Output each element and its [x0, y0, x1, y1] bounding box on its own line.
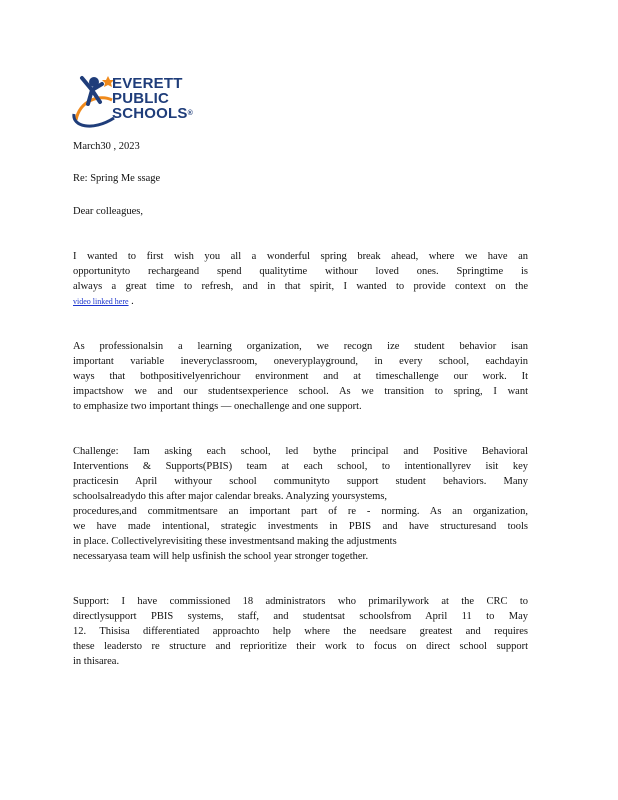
- paragraph-line: ways that bothpositivelyenrichour environment and at timeschallenge our work. It: [73, 371, 528, 382]
- paragraph-line: procedures,and commitmentsare an important part of re - norming. As an organization,: [73, 506, 528, 517]
- paragraph-line: schoolsalreadydo this after major calendar breaks. Analyzing yoursystems,: [73, 491, 388, 502]
- paragraph-line: these leadersto re structure and reprioritize their work to focus on direct school support: [73, 641, 528, 652]
- paragraph-line: always a great time to refresh, and in that spirit, I wanted to provide context on the: [73, 281, 528, 292]
- paragraph-line: [73, 294, 528, 309]
- paragraph-line: to emphasize two important things — onechallenge and one support.: [73, 401, 362, 412]
- paragraph-line: necessaryasa team will help usfinish the school year stronger together.: [73, 551, 369, 562]
- paragraph-line: impactshow we and our studentsexperience school. As we transition to spring, I want: [73, 386, 528, 397]
- logo-line-1: EVERETT: [112, 75, 183, 92]
- logo-line-2: PUBLIC: [112, 90, 170, 107]
- period-text: .: [128, 296, 134, 307]
- paragraph-line: we have made intentional, strategic investments in PBIS and have structuresand tools: [73, 521, 528, 532]
- paragraph-line: Interventions & Supports(PBIS) team at each school, to intentionallyrev isit key: [73, 461, 528, 472]
- paragraph-line: opportunityto rechargeand spend qualitytime withour loved ones. Springtime is: [73, 266, 528, 277]
- letter-salutation: Dear colleagues,: [73, 206, 143, 217]
- paragraph-line: in thisarea.: [73, 656, 120, 667]
- letter-subject: Re: Spring Me ssage: [73, 173, 161, 184]
- paragraph-line: practicesin April withyour school communityto support student behaviors. Many: [73, 476, 528, 487]
- paragraph-line: As professionalsin a learning organization, we recogn ize student behavior isan: [73, 341, 528, 352]
- paragraph-line: directlysupport PBIS systems, staff, and studentsat schoolsfrom April 11 to May: [73, 611, 528, 622]
- paragraph-line: Support: I have commissioned 18 administrators who primarilywork at the CRC to: [73, 596, 528, 607]
- paragraph-line: important variable ineveryclassroom, oneveryplayground, in every school, eachdayin: [73, 356, 528, 367]
- district-logo-mark-icon: [72, 70, 116, 132]
- district-logo: [72, 70, 212, 130]
- paragraph-line: Challenge: Iam asking each school, led bythe principal and Positive Behavioral: [73, 446, 528, 457]
- logo-line-3: SCHOOLS: [112, 105, 188, 122]
- paragraph-line: I wanted to first wish you all a wonderful spring break ahead, where we have an: [73, 251, 528, 262]
- letter-date: March30 , 2023: [73, 141, 140, 152]
- paragraph-line: 12. Thisisa differentiated approachto help where the needsare greatest and requires: [73, 626, 528, 637]
- district-logo-wordmark: [112, 76, 193, 121]
- video-link[interactable]: video linked here: [73, 297, 129, 306]
- paragraph-line: in place. Collectivelyrevisiting these investmentsand making the adjustments: [73, 536, 397, 547]
- registered-mark: ®: [187, 110, 193, 117]
